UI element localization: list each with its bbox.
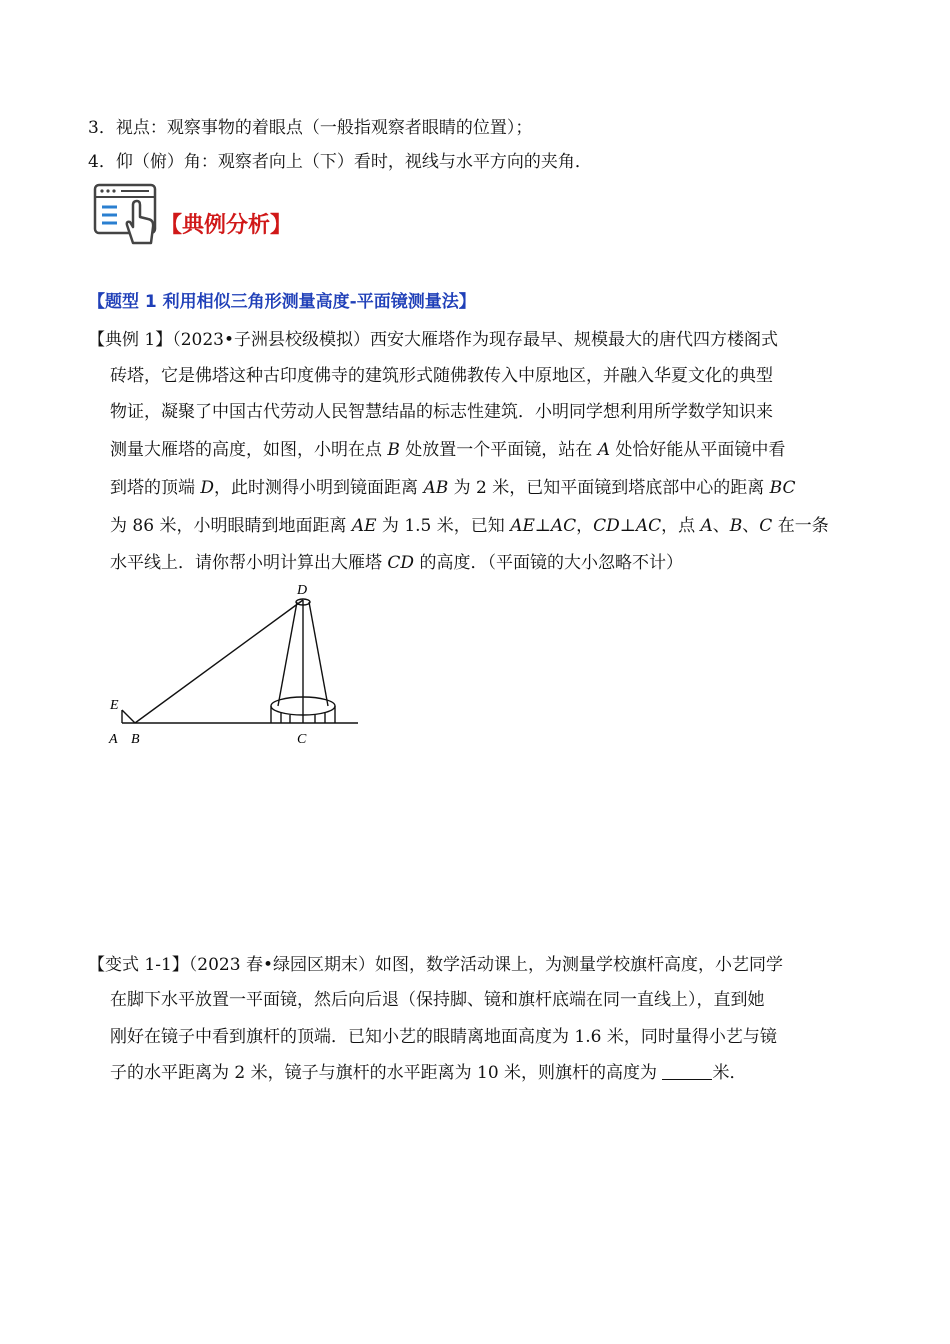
variant1-line1: 【变式 1-1】（2023 春•绿园区期末）如图，数学活动课上，为测量学校旗杆高度，小艺同学 [88, 955, 783, 975]
example1-line2: 砖塔，它是佛塔这种古印度佛寺的建筑形式随佛教传入中原地区，并融入华夏文化的典型 [110, 366, 773, 386]
example1-line3: 物证，凝聚了中国古代劳动人民智慧结晶的标志性建筑．小明同学想利用所学数学知识来 [110, 402, 773, 422]
example1-line6: 为 86 米，小明眼睛到地面距离 AE 为 1.5 米，已知 AE⊥AC，CD⊥AC，点 A、B、C 在一条 [110, 516, 829, 536]
example1-line1: 【典例 1】（2023•子洲县校级模拟）西安大雁塔作为现存最早、规模最大的唐代四方楼阁式 [88, 330, 779, 350]
example1-line5: 到塔的顶端 D，此时测得小明到镜面距离 AB 为 2 米，已知平面镜到塔底部中心的距离 BC [110, 478, 796, 498]
tower-left-edge [278, 602, 297, 706]
intro-line-4: 4．仰（俯）角：观察者向上（下）看时，视线与水平方向的夹角． [88, 152, 592, 172]
intro-line-3: 3．视点：观察事物的着眼点（一般指观察者眼睛的位置）； [88, 118, 533, 138]
pointer-hand-screen-icon [93, 183, 165, 247]
topic-heading: 【题型 1 利用相似三角形测量高度-平面镜测量法】 [88, 292, 476, 312]
tower-right-edge [309, 602, 328, 706]
label-E: E [110, 698, 119, 713]
example1-source: （2023•子洲县校级模拟） [172, 330, 371, 350]
variant1-source: （2023 春•绿园区期末） [188, 955, 375, 975]
tower-mirror-figure [100, 580, 370, 755]
variant1-tag: 【变式 1-1】 [88, 955, 189, 975]
answer-blank[interactable] [662, 1063, 712, 1080]
label-D: D [297, 583, 308, 598]
example1-tag: 【典例 1】 [88, 330, 173, 350]
example1-line4: 测量大雁塔的高度，如图，小明在点 B 处放置一个平面镜，站在 A 处恰好能从平面镜中看 [110, 440, 786, 460]
label-B: B [131, 732, 140, 747]
section-banner-label: 【典例分析】 [160, 213, 293, 238]
variant1-line4: 子的水平距离为 2 米，镜子与旗杆的水平距离为 10 米，则旗杆的高度为 米． [110, 1063, 747, 1083]
variant1-line2: 在脚下水平放置一平面镜，然后向后退（保持脚、镜和旗杆底端在同一直线上），直到她 [110, 990, 765, 1010]
eye-to-mirror [122, 710, 135, 723]
example1-line7: 水平线上．请你帮小明计算出大雁塔 CD 的高度．（平面镜的大小忽略不计） [110, 553, 683, 573]
label-A: A [109, 732, 118, 747]
variant1-line3: 刚好在镜子中看到旗杆的顶端．已知小艺的眼睛离地面高度为 1.6 米，同时量得小艺与镜 [110, 1027, 777, 1047]
label-C: C [297, 732, 307, 747]
